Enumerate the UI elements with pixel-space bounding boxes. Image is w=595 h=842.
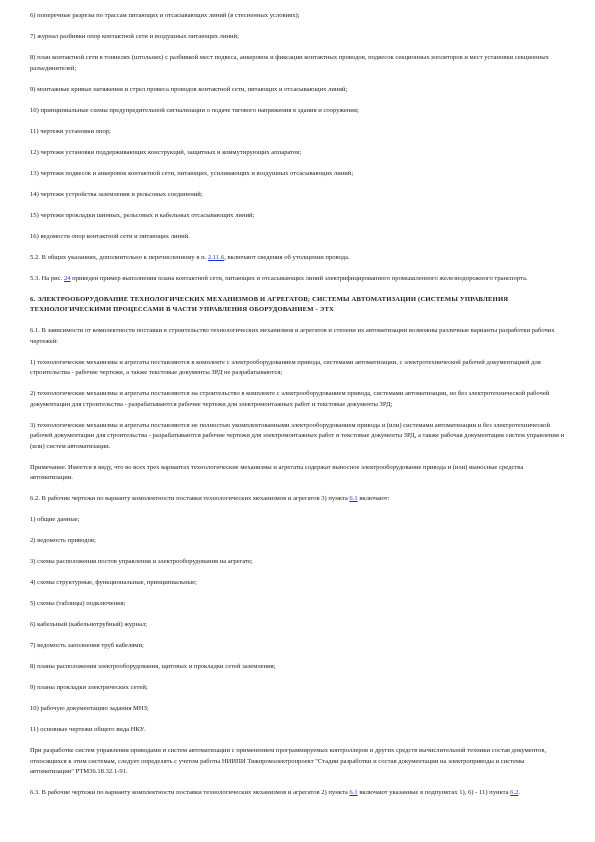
paragraph	[30, 421, 565, 453]
paragraph-text: 7) ведомость заполнения труб кабелями;	[30, 642, 144, 649]
paragraph	[30, 358, 565, 379]
paragraph	[30, 148, 565, 159]
paragraph	[30, 32, 565, 43]
paragraph-text: 6.3. В рабочие чертежи по варианту комплектности поставки технологических механизмов и агрегатов 2) пункта	[30, 789, 350, 796]
paragraph-text: 5.3. На рис.	[30, 274, 64, 282]
paragraph-text: 13) чертежи подвесок и анкеровок контактной сети, питающих, усиливающих и воздушных отсасывающих линий;	[30, 169, 354, 177]
paragraph-text: .	[518, 789, 521, 796]
paragraph	[30, 494, 565, 505]
paragraph-text: 5) схемы (таблицы) подключения;	[30, 600, 126, 607]
paragraph-text: 2) ведомость приводов;	[30, 537, 96, 544]
paragraph	[30, 641, 565, 652]
paragraph-text: Примечание. Имеется в виду, что во всех трех вариантах технологические механизмы и агрегаты содержат выносное электрооборудование привода и (или) выносные средства автоматизации.	[30, 463, 524, 481]
cross-reference-link[interactable]: 2.11.6	[207, 253, 225, 261]
paragraph	[30, 578, 565, 589]
paragraph-text: 3) технологические механизмы и агрегаты поставляются не полностью укомплектованными электрооборудованием привода и (или) системами автоматизации и без электротехнической рабочей документации для строительства - разрабатываются рабочие чертежи для электромонтажных работ и текстовые документы ЗРД, а также рабочая документация систем управления и (или) систем автоматизации.	[30, 421, 565, 450]
paragraph	[30, 232, 565, 243]
paragraph	[30, 725, 565, 736]
paragraph-text: 6.1. В зависимости от комплектности поставки в строительство технологических механизмов и агрегатов и степени их автоматизации возможны различные варианты разработки рабочих чертежей:	[30, 327, 555, 345]
paragraph	[30, 53, 565, 74]
paragraph	[30, 85, 565, 96]
paragraph-text: 10) рабочую документацию задания МНЗ;	[30, 705, 149, 712]
paragraph	[30, 127, 565, 138]
paragraph-text: приведен пример выполнения плана контактной сети, питающих и отсасывающих линий электрифицированного промышленного железнодорожного транспорта.	[70, 274, 528, 282]
paragraph-text: 15) чертежи прокладки шинных, рельсовых и кабельных отсасывающих линий;	[30, 211, 255, 219]
paragraph-text: 11) основные чертежи общего вида НКУ.	[30, 726, 146, 733]
paragraph-text: 14) чертежи устройства заземления и рельсовых соединений;	[30, 190, 203, 198]
cross-reference-link[interactable]: 6.2	[510, 789, 519, 796]
paragraph	[30, 274, 565, 285]
paragraph-text: 1) общие данные;	[30, 516, 80, 523]
paragraph	[30, 106, 565, 117]
paragraph-text: 9) монтажные кривые натяжения и стрел провеса проводов контактной сети, питающих и отсасывающих линий;	[30, 85, 348, 93]
paragraph-text: 6.2. В рабочие чертежи по варианту комплектности поставки технологических механизмов и агрегатов 3) пункта	[30, 495, 350, 502]
paragraph-text: 6. ЭЛЕКТРООБОРУДОВАНИЕ ТЕХНОЛОГИЧЕСКИХ МЕХАНИЗМОВ И АГРЕГАТОВ; СИСТЕМЫ АВТОМАТИЗАЦИИ (СИСТЕМЫ УПРАВЛЕНИЯ ТЕХНОЛОГИЧЕСКИМИ ПРОЦЕССАМИ В ЧАСТИ УПРАВЛЕНИЯ ОБОРУДОВАНИЕМ - ЭТХ	[30, 295, 509, 313]
paragraph-text: , включают сведения об утолщении провода.	[224, 253, 350, 261]
paragraph	[30, 746, 565, 778]
paragraph	[30, 662, 565, 673]
paragraph-text: 2) технологические механизмы и агрегаты поставляются на строительство в комплекте с электрооборудованием привода, системами автоматизации, но без электротехнической рабочей документации для строительства - разрабатываются рабочие чертежи для электромонтажных работ и текстовые документы ЗРД;	[30, 390, 550, 408]
paragraph	[30, 463, 565, 484]
paragraph-text: 4) схемы структурные, функциональные, принципиальные;	[30, 579, 197, 586]
paragraph-text: 8) планы расположения электрооборудования, щитовых и прокладки сетей заземления;	[30, 663, 276, 670]
paragraph	[30, 557, 565, 568]
paragraph-text: 10) принципиальные схемы предупредительной сигнализации о подаче тягового напряжения в здания и сооружения;	[30, 106, 359, 114]
paragraph	[30, 599, 565, 610]
paragraph	[30, 190, 565, 201]
paragraph-text: 11) чертежи установки опор;	[30, 127, 111, 135]
paragraph	[30, 211, 565, 222]
paragraph	[30, 515, 565, 526]
paragraph	[30, 683, 565, 694]
cross-reference-link[interactable]: 6.1	[349, 495, 358, 502]
paragraph-text: 3) схемы расположения постов управления и электрооборудования на агрегате;	[30, 558, 253, 565]
paragraph-text: 1) технологические механизмы и агрегаты поставляются в комплекте с электрооборудованием привода, системами автоматизации, с электротехнической рабочей документацией для строительства - рабочие чертежи, а также текстовые документы ЗРД не разрабатываются;	[30, 358, 541, 376]
cross-reference-link[interactable]: 6.1	[349, 789, 358, 796]
paragraph	[30, 536, 565, 547]
section-heading	[30, 295, 565, 316]
paragraph-text: включают указанные в подпунктах 1), 6) - 11) пункта	[357, 789, 511, 796]
paragraph-text: включают:	[357, 495, 390, 502]
paragraph	[30, 704, 565, 715]
paragraph-text: 6) поперечные разрезы по трассам питающих и отсасывающих линий (в стесненных условиях);	[30, 12, 300, 19]
paragraph	[30, 326, 565, 347]
paragraph	[30, 389, 565, 410]
paragraph-text: 16) ведомости опор контактной сети и питающих линий.	[30, 232, 190, 240]
paragraph-text: 8) план контактной сети в тоннелях (штольнях) с разбивкой мест подвеса, анкеровок и фиксации контактных проводов, подвесок секционных изоляторов и мест установки секционных разъединителей;	[30, 54, 549, 72]
paragraph-text: 9) планы прокладки электрических сетей;	[30, 684, 148, 691]
paragraph	[30, 620, 565, 631]
paragraph	[30, 788, 565, 799]
paragraph-text: При разработке систем управления приводами и систем автоматизации с применением программируемых контроллеров и других средств вычислительной техники состав документов, относящихся к этим системам, следует определять с учетом работы НИИПИ Тяжпромэлектропроект "Стадии разработки и состав документации на электроприводы и системы автоматизации" РТМ36.18.32.1-91.	[30, 747, 547, 775]
paragraph	[30, 253, 565, 264]
paragraph-text: 7) журнал разбивки опор контактной сети и воздушных питающих линий;	[30, 33, 239, 40]
paragraph	[30, 169, 565, 180]
paragraph-text: 6) кабельный (кабельнотрубный) журнал;	[30, 621, 148, 628]
cross-reference-link[interactable]: 24	[63, 274, 71, 282]
paragraph-text: 5.2. В общих указаниях, дополнительно к перечисленному в п.	[30, 253, 208, 261]
paragraph	[30, 11, 565, 22]
paragraph-text: 12) чертежи установки поддерживающих конструкций, защитных и коммутирующих аппаратов;	[30, 148, 302, 156]
